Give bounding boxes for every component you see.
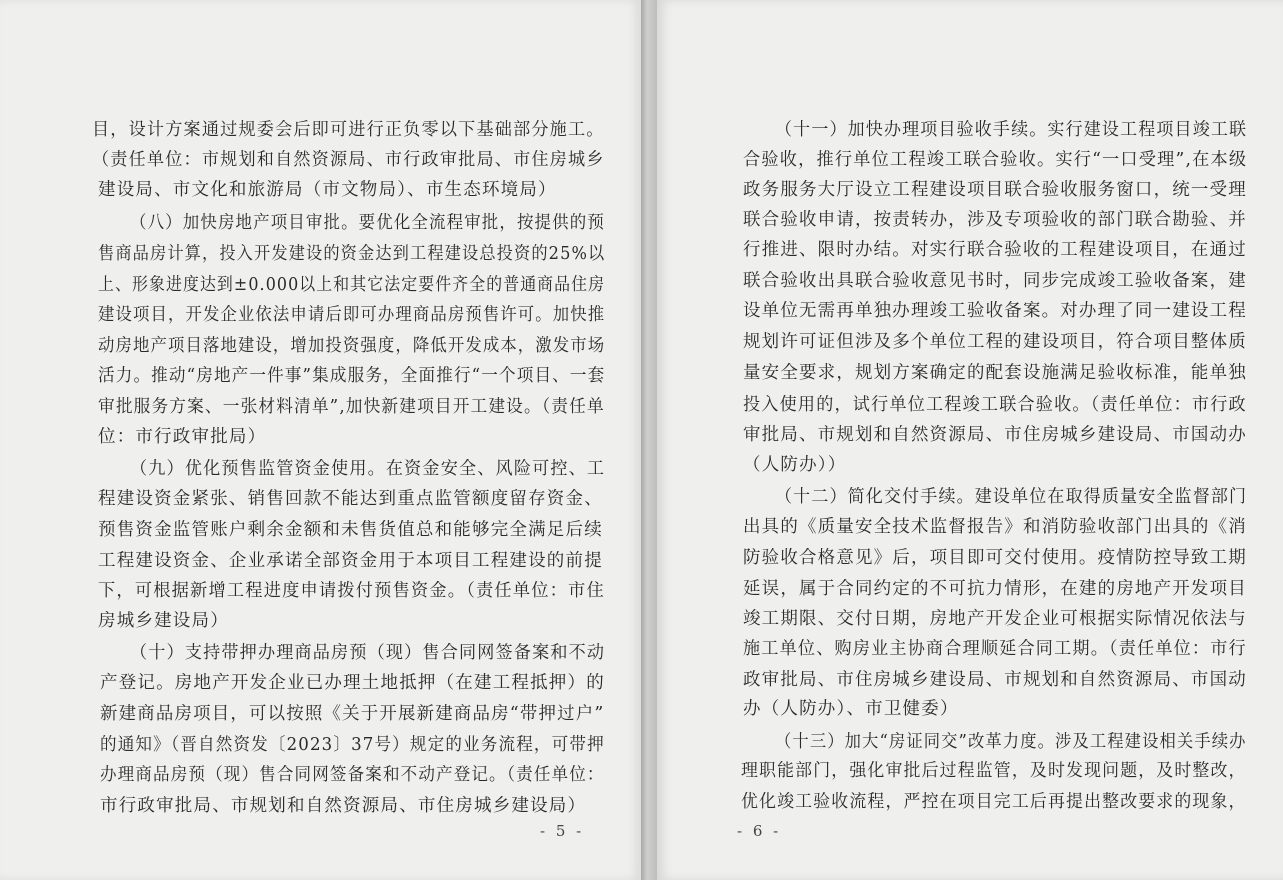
text-line: 售商品房计算，投入开发建设的资金达到工程建设总投资的25%以 bbox=[98, 244, 606, 264]
text-line: 施工单位、购房业主协商合理顺延合同工期。（责任单位：市行 bbox=[743, 639, 1247, 659]
text-line: （十）支持带押办理商品房预（现）售合同网签备案和不动 bbox=[130, 643, 606, 663]
text-line: 优化竣工验收流程，严控在项目完工后再提出整改要求的现象， bbox=[741, 792, 1247, 812]
page-number: - 6 - bbox=[737, 822, 782, 840]
text-line: 的通知》（晋自然资发〔2023〕37号）规定的业务流程，可带押 bbox=[100, 735, 605, 755]
text-line: 活力。推动“房地产一件事”集成服务，全面推行“一个项目、一套 bbox=[98, 366, 606, 386]
text-line: 规划许可证但涉及多个单位工程的建设项目，符合项目整体质 bbox=[743, 332, 1247, 352]
text-line: 延误，属于合同约定的不可抗力情形，在建的房地产开发项目 bbox=[743, 579, 1247, 599]
text-line: 办理商品房预（现）售合同网签备案和不动产登记。（责任单位： bbox=[100, 765, 605, 785]
text-line: （九）优化预售监管资金使用。在资金安全、风险可控、工 bbox=[130, 459, 606, 479]
text-line: （人防办）） bbox=[743, 455, 847, 475]
text-line: 位：市行政审批局） bbox=[98, 427, 267, 447]
text-line: 市行政审批局、市规划和自然资源局、市住房城乡建设局） bbox=[100, 796, 587, 816]
text-line: 办（人防办）、市卫健委） bbox=[743, 699, 959, 719]
text-line: 设单位无需再单独办理竣工验收备案。对办理了同一建设工程 bbox=[743, 301, 1247, 321]
text-line: 政审批局、市住房城乡建设局、市规划和自然资源局、市国动 bbox=[743, 670, 1247, 690]
text-line: 联合验收申请，按责转办，涉及专项验收的部门联合勘验、并 bbox=[743, 210, 1247, 230]
text-line: （十三）加大“房证同交”改革力度。涉及工程建设相关手续办 bbox=[775, 732, 1247, 752]
text-line: （十二）简化交付手续。建设单位在取得质量安全监督部门 bbox=[775, 487, 1248, 507]
text-line: 工程建设资金、企业承诺全部资金用于本项目工程建设的前提 bbox=[98, 551, 603, 571]
left-page bbox=[0, 0, 641, 880]
text-line: 目，设计方案通过规委会后即可进行正负零以下基础部分施工。 bbox=[92, 120, 605, 140]
text-line: （十一）加快办理项目验收手续。实行建设工程项目竣工联 bbox=[775, 120, 1248, 140]
text-line: 行推进、限时办结。对实行联合验收的工程建设项目，在通过 bbox=[743, 240, 1247, 260]
text-line: （责任单位：市规划和自然资源局、市行政审批局、市住房城乡 bbox=[92, 150, 605, 170]
text-line: 下，可根据新增工程进度申请拨付预售资金。（责任单位：市住 bbox=[98, 581, 605, 601]
right-page bbox=[657, 0, 1283, 880]
text-line: 审批局、市规划和自然资源局、市住房城乡建设局、市国动办 bbox=[743, 425, 1247, 445]
text-line: 建设项目，开发企业依法申请后即可办理商品房预售许可。加快推 bbox=[98, 305, 606, 325]
text-line: 程建设资金紧张、销售回款不能达到重点监管额度留存资金、 bbox=[98, 489, 603, 509]
page-number: - 5 - bbox=[540, 822, 585, 840]
text-line: 合验收，推行单位工程竣工联合验收。实行“一口受理”,在本级 bbox=[743, 150, 1248, 170]
text-line: 政务服务大厅设立工程建设项目联合验收服务窗口，统一受理 bbox=[743, 180, 1247, 200]
text-line: 动房地产项目落地建设，增加投资强度，降低开发成本，激发市场 bbox=[98, 336, 606, 356]
text-line: 竣工期限、交付日期，房地产开发企业可根据实际情况依法与 bbox=[743, 609, 1247, 629]
text-line: 投入使用的，试行单位工程竣工联合验收。（责任单位：市行政 bbox=[743, 395, 1247, 415]
text-line: 出具的《质量安全技术监督报告》和消防验收部门出具的《消 bbox=[743, 517, 1247, 537]
text-line: 建设局、市文化和旅游局（市文物局）、市生态环境局） bbox=[98, 180, 557, 200]
text-line: 量安全要求，规划方案确定的配套设施满足验收标准，能单独 bbox=[743, 363, 1247, 383]
text-line: 上、形象进度达到±0.000以上和其它法定要件齐全的普通商品住房 bbox=[98, 275, 606, 295]
text-line: 预售资金监管账户剩余金额和未售货值总和能够完全满足后续 bbox=[98, 520, 603, 540]
text-line: 新建商品房项目，可以按照《关于开展新建商品房“带押过户” bbox=[100, 704, 605, 724]
book-gutter bbox=[641, 0, 657, 880]
text-line: （八）加快房地产项目审批。要优化全流程审批，按提供的预 bbox=[130, 213, 605, 233]
text-line: 审批服务方案、一张材料清单”,加快新建项目开工建设。（责任单 bbox=[98, 397, 605, 417]
text-line: 理职能部门，强化审批后过程监管，及时发现问题，及时整改， bbox=[741, 761, 1247, 781]
text-line: 联合验收出具联合验收意见书时，同步完成竣工验收备案，建 bbox=[743, 271, 1247, 291]
text-line: 产登记。房地产开发企业已办理土地抵押（在建工程抵押）的 bbox=[100, 673, 605, 693]
text-line: 防验收合格意见》后，项目即可交付使用。疫情防控导致工期 bbox=[743, 548, 1247, 568]
text-line: 房城乡建设局） bbox=[98, 611, 229, 631]
